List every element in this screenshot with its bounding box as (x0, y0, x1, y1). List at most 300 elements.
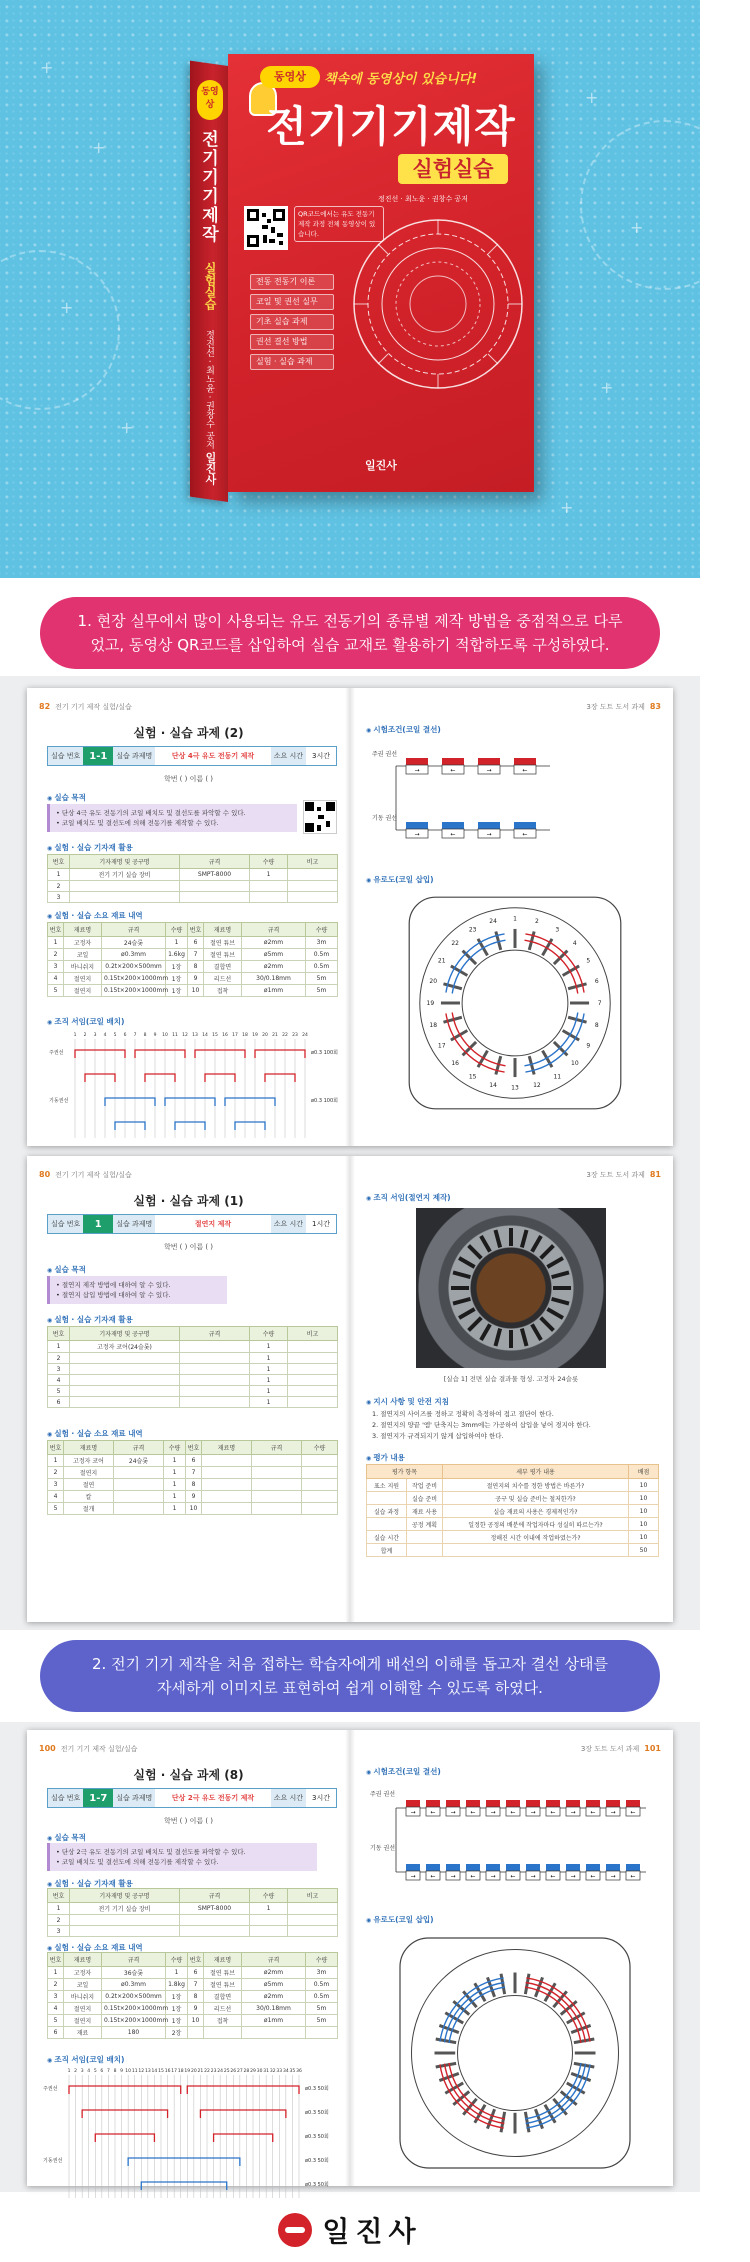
slot-number: 25 (223, 2069, 230, 2074)
coil-group (586, 1800, 600, 1807)
direction-arrow-icon: → (530, 1873, 536, 1880)
right-page (350, 1730, 673, 2186)
table-cell: 6 (188, 937, 204, 949)
table-header: 기자재명 및 공구명 (70, 1327, 180, 1341)
coil-span (115, 1122, 145, 1130)
slot-number: 4 (87, 2069, 91, 2074)
task-number-label: 실습 번호 (48, 747, 83, 765)
table-cell: 8 (186, 1479, 202, 1491)
table-cell: 1 (164, 1455, 186, 1467)
coil-group (514, 758, 536, 765)
table-cell: 1 (250, 1364, 288, 1375)
table-cell: 10 (186, 1503, 202, 1515)
table-cell (70, 1915, 180, 1926)
stator-slot (552, 1299, 569, 1304)
table-cell: 0.15t×200×1000mm (102, 973, 166, 985)
slot-label: 9 (586, 1042, 591, 1050)
book-spread-2 (27, 1156, 673, 1622)
winding-note: ø0.3 50회 (305, 2134, 329, 2140)
table-cell: 1 (250, 1386, 288, 1397)
goal-item: • 코일 배치도 및 결선도에 의해 전동기를 제작할 수 있다. (56, 1858, 219, 1866)
slot-number: 6 (123, 1033, 127, 1038)
winding-arc (524, 1012, 577, 1065)
stator-slot (495, 1230, 500, 1247)
slot-number: 12 (138, 2069, 145, 2074)
table-cell (443, 1544, 629, 1557)
direction-arrow-icon: → (490, 1809, 496, 1816)
coil-span (235, 1122, 265, 1130)
stator-slot (436, 2063, 456, 2067)
table-row (48, 937, 338, 949)
left-page (27, 688, 350, 1146)
feature-item: 기초 실습 과제 (250, 314, 334, 330)
direction-arrow-icon: ← (470, 1873, 476, 1880)
cover-publisher: 일진사 (365, 459, 397, 472)
section-heading: ◉ 조직 서임(코일 배치) (47, 1016, 124, 1027)
stator-slot (574, 2063, 594, 2067)
coil-group (626, 1864, 640, 1871)
task-number-label: 실습 번호 (48, 1215, 83, 1233)
slot-label: 5 (586, 957, 591, 965)
coil-span (95, 2134, 154, 2142)
section-heading: ◉ 실험 · 실습 기자재 활용 (47, 1878, 133, 1889)
direction-arrow-icon: ← (590, 1809, 596, 1816)
table-header: 수량 (250, 855, 288, 869)
table-cell: 0.2t×200×500mm (102, 961, 166, 973)
winding-arc (452, 940, 505, 993)
aux-winding-label: 기동 권선 (370, 1845, 396, 1852)
table-cell: 3 (48, 1364, 70, 1375)
direction-arrow-icon: → (490, 1873, 496, 1880)
table-row (48, 1915, 338, 1926)
slot-label: 18 (429, 1021, 438, 1029)
table-cell: 3 (48, 892, 70, 903)
section-heading: ◉ 시험조건(코일 결선) (366, 1766, 441, 1777)
cover-tagline: 책속에 동영상이 있습니다! (324, 72, 478, 87)
slot-number: 29 (250, 2069, 256, 2074)
table-cell: 8 (188, 1991, 204, 2003)
table-cell: 24슬롯 (102, 937, 166, 949)
table-cell: 공정 계획 (407, 1518, 443, 1531)
table-header: 규격 (180, 1327, 250, 1341)
winding-note: ø0.3 100회 (311, 1098, 338, 1104)
task-number: 1 (83, 1215, 113, 1233)
table-row (367, 1505, 659, 1518)
coil-group (526, 1800, 540, 1807)
task-info-bar (47, 1788, 337, 1808)
table-cell: 3 (48, 1479, 64, 1491)
table-cell: 1 (250, 1375, 288, 1386)
connection-schematic (366, 738, 656, 858)
table-header: 규격 (102, 1953, 166, 1967)
table-row (48, 1991, 338, 2003)
slot-number: 3 (93, 1033, 97, 1038)
table-row (48, 1455, 338, 1467)
table-cell (288, 1915, 338, 1926)
table-header: 재료명 (204, 1953, 242, 1967)
materials-table (47, 1440, 338, 1515)
table-cell: 9 (186, 1491, 202, 1503)
stator-slot (459, 1309, 475, 1318)
coil-span (105, 1098, 155, 1106)
evaluation-body (367, 1479, 659, 1557)
table-cell: 실습 준비 (407, 1492, 443, 1505)
table-cell (288, 1341, 338, 1353)
stator-slot (522, 1329, 527, 1346)
stator-slot (495, 1329, 500, 1346)
stator-slot (541, 1318, 554, 1331)
coil-span (175, 1122, 205, 1130)
video-badge: 동영상 (260, 66, 320, 88)
table-header: 규격 (242, 923, 306, 937)
table-cell (407, 1544, 443, 1557)
table-cell: 2장 (166, 2027, 188, 2039)
coil-span (200, 2110, 285, 2118)
table-cell: ø0.3mm (102, 949, 166, 961)
section-heading: ◉ 평가 내용 (366, 1452, 405, 1463)
slot-number: 34 (282, 2069, 289, 2074)
running-head (39, 1744, 137, 1754)
table-header: 비고 (288, 1327, 338, 1341)
table-header: 번호 (188, 1953, 204, 1967)
section-heading: ◉ 실험 · 실습 소요 재료 내역 (47, 1942, 143, 1953)
slot-label: 11 (553, 1073, 562, 1081)
table-cell: 결합면 (204, 961, 242, 973)
table-cell: 0.15t×200×1000mm (102, 2003, 166, 2015)
table-cell: 10 (629, 1505, 659, 1518)
slot-number: 10 (125, 2069, 132, 2074)
table-cell: 1.6kg (166, 949, 188, 961)
slot-number: 12 (182, 1033, 188, 1038)
task-number: 1-7 (83, 1789, 113, 1807)
table-cell (288, 1926, 338, 1937)
coil-layout-diagram (47, 1028, 343, 1132)
running-title: 3장 도트 도서 과제 (586, 703, 645, 711)
table-row (48, 1467, 338, 1479)
table-cell: 1 (250, 1341, 288, 1353)
table-cell: 5 (48, 2015, 64, 2027)
slot-number: 11 (172, 1033, 178, 1038)
goal-box (47, 1843, 317, 1871)
direction-arrow-icon: ← (630, 1809, 636, 1816)
table-cell: 절연지 (64, 2015, 102, 2027)
page-number: 80 (39, 1170, 51, 1179)
table-row (48, 1479, 338, 1491)
coil-group (514, 822, 536, 829)
table-cell: 24슬롯 (114, 1455, 164, 1467)
winding-arc (526, 1978, 590, 2042)
slot-number: 7 (133, 1033, 137, 1038)
slot-number: 24 (302, 1033, 308, 1038)
table-cell: ø1mm (242, 985, 306, 997)
slot-label: 2 (534, 918, 539, 926)
table-cell (288, 1364, 338, 1375)
section-heading: ◉ 실험 · 실습 소요 재료 내역 (47, 1428, 143, 1439)
slot-number: 3 (80, 2069, 84, 2074)
winding-note: ø0.3 50회 (305, 2158, 329, 2164)
table-header: 수량 (250, 1889, 288, 1903)
table-row (48, 1364, 338, 1375)
direction-arrow-icon: ← (590, 1873, 596, 1880)
table-cell: 50 (629, 1544, 659, 1557)
table-cell: ø2mm (242, 1967, 306, 1979)
table-row (48, 985, 338, 997)
slot-label: 23 (468, 926, 477, 934)
table-cell: 1장 (166, 961, 188, 973)
table-cell (288, 1397, 338, 1408)
running-head (39, 702, 132, 712)
table-cell (180, 1915, 250, 1926)
table-cell: 절연지 (64, 1467, 114, 1479)
stator-slot (525, 1974, 529, 1994)
stator-slot (532, 1324, 541, 1340)
materials-body (48, 937, 338, 997)
direction-arrow-icon: ← (522, 831, 528, 838)
coil-group (486, 1800, 500, 1807)
slot-number: 24 (217, 2069, 224, 2074)
decorative-ring (580, 120, 750, 290)
running-head (581, 1744, 661, 1754)
table-cell (407, 1531, 443, 1544)
table-cell: 6 (186, 1455, 202, 1467)
feature-item: 전동 전동기 이론 (250, 274, 334, 290)
table-row (48, 1926, 338, 1937)
goal-item: • 절연지 삽입 방법에 대하여 알 수 있다. (56, 1291, 171, 1299)
table-cell: 10 (629, 1518, 659, 1531)
slot-number: 13 (144, 2069, 151, 2074)
spine-publisher: 일진사 (204, 452, 217, 485)
table-cell: 절연 튜브 (204, 937, 242, 949)
table-cell (180, 1353, 250, 1364)
goal-item: • 코일 배치도 및 결선도에 의해 전동기를 제작할 수 있다. (56, 819, 219, 827)
stator-slot (552, 1272, 569, 1277)
table-cell: 1장 (166, 985, 188, 997)
direction-arrow-icon: → (486, 767, 492, 774)
coil-span (128, 2158, 240, 2166)
stator-slot (554, 1042, 567, 1055)
table-cell: 실습 과정 (367, 1505, 407, 1518)
slot-number: 17 (232, 1033, 238, 1038)
table-cell: 1 (48, 937, 64, 949)
table-header: 수량 (250, 1327, 288, 1341)
table-cell (288, 1353, 338, 1364)
page-number: 81 (649, 1170, 661, 1179)
learner-fields: 학번 ( ) 이름 ( ) (163, 1817, 214, 1825)
winding-note: ø0.3 50회 (305, 2182, 329, 2188)
table-cell: 1 (164, 1479, 186, 1491)
stator-slot (541, 1246, 554, 1259)
learner-fields: 학번 ( ) 이름 ( ) (163, 775, 214, 783)
table-cell: 6 (188, 1967, 204, 1979)
coil-span (187, 2086, 299, 2094)
table-row (48, 1967, 338, 1979)
mat-header-row (48, 1441, 338, 1455)
safety-item: 1. 절연지의 사이즈를 정하고 정확히 측정하여 접고 절단이 한다. (372, 1410, 554, 1418)
slot-number: 14 (202, 1033, 208, 1038)
banner-line: 2. 전기 기기 제작을 처음 접하는 학습자에게 배선의 이해를 돕고자 결선 상태를 (92, 1655, 608, 1673)
table-cell: 정해진 시간 이내에 작업하였는가? (443, 1531, 629, 1544)
coil-group (626, 1800, 640, 1807)
feature-item: 실험 · 실습 과제 (250, 354, 334, 370)
direction-arrow-icon: → (610, 1809, 616, 1816)
table-cell: 5m (306, 2015, 338, 2027)
tools-body (48, 1903, 338, 1937)
table-cell: 10 (188, 985, 204, 997)
winding-arc (449, 1987, 505, 2043)
table-row (48, 1386, 338, 1397)
table-cell: 2 (48, 1467, 64, 1479)
coil-group (406, 1864, 420, 1871)
right-page (350, 688, 673, 1146)
sparkle-icon: + (60, 298, 74, 317)
tools-body (48, 1341, 338, 1408)
coil-span (265, 1074, 295, 1082)
slot-number: 5 (93, 2069, 97, 2074)
winding-note: ø0.3 100회 (311, 1050, 338, 1056)
task-name-label: 실습 과제명 (113, 1789, 155, 1807)
task-number: 1-1 (83, 747, 113, 765)
running-title: 3장 도트 도서 과제 (586, 1171, 645, 1179)
table-cell (180, 1341, 250, 1353)
table-cell: 접착 (204, 2015, 242, 2027)
section-heading: ◉ 유로도(코일 삽입) (366, 874, 434, 885)
table-header: 비고 (288, 855, 338, 869)
coil-group (446, 1864, 460, 1871)
table-cell: 10 (629, 1492, 659, 1505)
stator-slot (501, 2112, 505, 2132)
direction-arrow-icon: → (486, 831, 492, 838)
slot-number: 20 (262, 1033, 268, 1038)
table-cell: 0.15t×200×1000mm (102, 2015, 166, 2027)
table-header: 번호 (186, 1441, 202, 1455)
table-cell: 절연 튜브 (204, 1979, 242, 1991)
table-cell (202, 1455, 252, 1467)
table-cell: 1장 (166, 2015, 188, 2027)
slot-number: 18 (242, 1033, 248, 1038)
table-cell: 10 (629, 1479, 659, 1492)
direction-arrow-icon: → (410, 1809, 416, 1816)
table-cell (367, 1492, 407, 1505)
winding-arc (524, 940, 577, 993)
table-cell: 2 (48, 1915, 70, 1926)
table-cell (252, 1479, 302, 1491)
slot-number: 32 (269, 2069, 276, 2074)
feature-banner-1 (40, 597, 660, 669)
slot-number: 20 (190, 2069, 197, 2074)
task-info-bar (47, 746, 337, 766)
table-cell (180, 1386, 250, 1397)
table-cell: ø5mm (242, 949, 306, 961)
table-cell: 절연 (64, 1479, 114, 1491)
table-cell: 리드선 (204, 2003, 242, 2015)
slot-label: 21 (437, 957, 446, 965)
winding-arc (449, 2063, 505, 2119)
slot-label: 6 (594, 978, 599, 986)
coil-span (82, 2110, 167, 2118)
table-cell (252, 1467, 302, 1479)
table-row (367, 1518, 659, 1531)
table-cell: 전기 기기 실습 장비 (70, 869, 180, 881)
table-cell (70, 1926, 180, 1937)
table-header: 배점 (629, 1465, 659, 1479)
winding-note: ø0.3 50회 (305, 2086, 329, 2092)
table-header: 규격 (102, 923, 166, 937)
direction-arrow-icon: ← (510, 1873, 516, 1880)
slot-number: 19 (252, 1033, 258, 1038)
task-name-label: 실습 과제명 (113, 1215, 155, 1233)
slot-number: 26 (230, 2069, 237, 2074)
table-cell: 180 (102, 2027, 166, 2039)
table-header: 재료명 (204, 923, 242, 937)
task-time-label: 소요 시간 (271, 1789, 306, 1807)
table-cell: 표소 지원 (367, 1479, 407, 1492)
table-row (48, 2003, 338, 2015)
decorative-ring (0, 250, 120, 410)
table-cell (70, 881, 180, 892)
task-name: 절연지 제작 (194, 1220, 232, 1228)
book-cover (228, 54, 534, 492)
coil-group (566, 1864, 580, 1871)
table-cell (180, 892, 250, 903)
table-cell (202, 1503, 252, 1515)
stator-slot (436, 2039, 456, 2043)
slot-number: 15 (158, 2069, 164, 2074)
direction-arrow-icon: → (414, 767, 420, 774)
table-cell: 4 (48, 2003, 64, 2015)
slot-number: 13 (192, 1033, 198, 1038)
table-cell: 결합면 (204, 1991, 242, 2003)
table-cell (70, 1386, 180, 1397)
table-cell: 1 (48, 869, 70, 881)
direction-arrow-icon: → (450, 1809, 456, 1816)
stator-bore (462, 950, 568, 1056)
table-cell: 9 (188, 2003, 204, 2015)
evaluation-table (366, 1464, 659, 1557)
table-cell: 1 (164, 1503, 186, 1515)
table-cell (70, 892, 180, 903)
table-cell (302, 1467, 338, 1479)
table-cell (114, 1479, 164, 1491)
table-cell: 바니쉬지 (64, 961, 102, 973)
table-cell: 1 (250, 1397, 288, 1408)
table-row (48, 881, 338, 892)
table-cell: 30/0.18mm (242, 2003, 306, 2015)
stator-slot (547, 1309, 563, 1318)
sparkle-icon: + (630, 218, 644, 237)
direction-arrow-icon: ← (522, 767, 528, 774)
table-cell: 바니쉬지 (64, 1991, 102, 2003)
coil-span (135, 1050, 185, 1058)
sparkle-icon: + (560, 498, 574, 517)
direction-arrow-icon: → (610, 1873, 616, 1880)
table-header: 규격 (180, 1889, 250, 1903)
table-cell (250, 881, 288, 892)
table-cell: 5 (48, 985, 64, 997)
slot-number: 31 (263, 2069, 270, 2074)
section-heading: ◉ 유로도(코일 삽입) (366, 1914, 434, 1925)
slot-number: 35 (289, 2069, 296, 2074)
table-cell: ø2mm (242, 937, 306, 949)
slot-number: 16 (222, 1033, 228, 1038)
page-number: 82 (39, 702, 51, 711)
slot-label: 7 (597, 1000, 602, 1007)
direction-arrow-icon: ← (450, 831, 456, 838)
slot-label: 13 (511, 1084, 519, 1092)
sparkle-icon: + (585, 88, 599, 107)
table-header: 번호 (48, 855, 70, 869)
goal-item: • 단상 2극 유도 전동기의 코일 배치도 및 결선도를 파악할 수 있다. (56, 1848, 246, 1856)
running-title: 전기 기기 제작 실험/실습 (55, 703, 132, 711)
